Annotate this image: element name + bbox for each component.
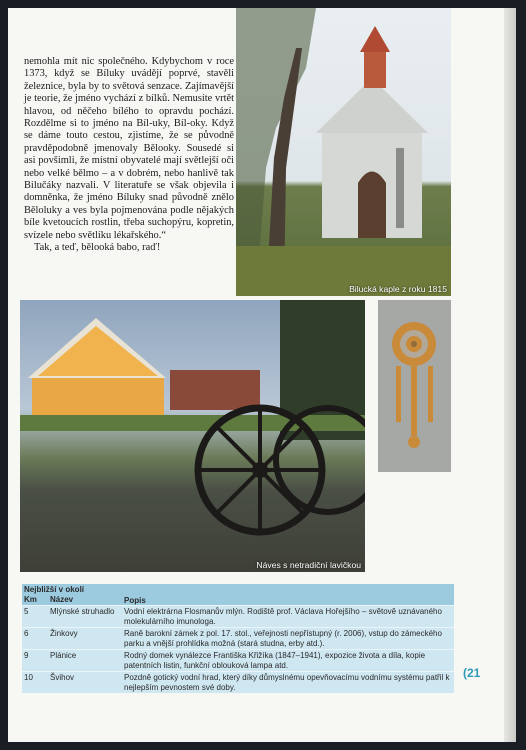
row-name: Plánice (50, 651, 77, 660)
table-row (22, 671, 454, 693)
row-name: Mlýnské struhadlo (50, 607, 115, 616)
village-illustration (20, 300, 365, 572)
page-number: (21 (463, 666, 481, 680)
chapel-photo (236, 8, 451, 296)
paragraph-1: nemohla mít nic společného. Kdybychom v roce 1373, když se Bíluky uvádějí poprvé, stavěli železnice, byla by to světová senzace. Zajímavější je teorie, že jméno vychází z bílků. Nemusíte vrtět hlavou, od něčeho bílého to opravdu pochází. Rozdělme si to jméno na Bíl-uky, Bíl-oky. Když se dáme touto cestou, zjistíme, že se původně pravděpodobně jmenovaly Bělooky. Sousedé si asi povšimli, že místní obyvatelé mají světlejší oči nebo velké bělmo – a v dobrém, nebo hanlivě tak Bilučáky nazvali. V literatuře se však objevila i domněnka, že jméno Bíluky snad původně znělo Běloluky a ves byla pojmenována podle nějakých bíle kvetoucích rostlin, třeba suchopýru, kopretin, svízele nebo světlíku lékařského.“ (24, 56, 234, 241)
row-desc: Pozdně gotický vodní hrad, který díky důmyslnému opevňovacímu vodnímu systému patřil k nejlepším pevnostem své doby. (124, 673, 450, 692)
row-desc: Rodný domek vynálezce Františka Křižíka (1847–1941), expozice života a díla, kopie patentních listin, funkční oblouková lampa atd. (124, 651, 426, 670)
row-desc: Raně barokní zámek z pol. 17. stol., veřejnosti nepřístupný (r. 2006), vstup do zámeckého parku a vnější prohlídka možná (stará studna, erby atd.). (124, 629, 442, 648)
row-km: 10 (24, 673, 33, 682)
ornament-illustration (378, 300, 451, 472)
header-desc: Popis (124, 596, 146, 605)
row-name: Švihov (50, 673, 75, 682)
nearby-table (22, 584, 454, 693)
table-header (22, 595, 454, 605)
table-row (22, 627, 454, 649)
header-name: Název (50, 595, 74, 604)
row-km: 6 (24, 629, 29, 638)
village-photo (20, 300, 365, 572)
bottom-bar (0, 742, 526, 750)
chapel-caption: Bilucká kaple z roku 1815 (349, 284, 447, 294)
row-desc: Vodní elektrárna Flosmanův mlýn. Rodiště prof. Václava Hořejšího – světově uznávaného molekulárního imunologa. (124, 607, 442, 626)
row-km: 9 (24, 651, 29, 660)
ornament-photo (378, 300, 451, 472)
row-name: Žinkovy (50, 629, 78, 638)
paragraph-2: Tak, a teď, bělooká babo, raď! (34, 242, 161, 254)
spine-shadow (504, 8, 516, 742)
top-bar (0, 0, 526, 8)
chapel-illustration (236, 8, 451, 296)
row-km: 5 (24, 607, 29, 616)
body-text (24, 56, 234, 255)
header-km: Km (24, 595, 37, 604)
table-title: Nejbližší v okolí (22, 584, 454, 595)
table-row (22, 649, 454, 671)
village-caption: Náves s netradiční lavičkou (256, 560, 361, 570)
table-row (22, 605, 454, 627)
